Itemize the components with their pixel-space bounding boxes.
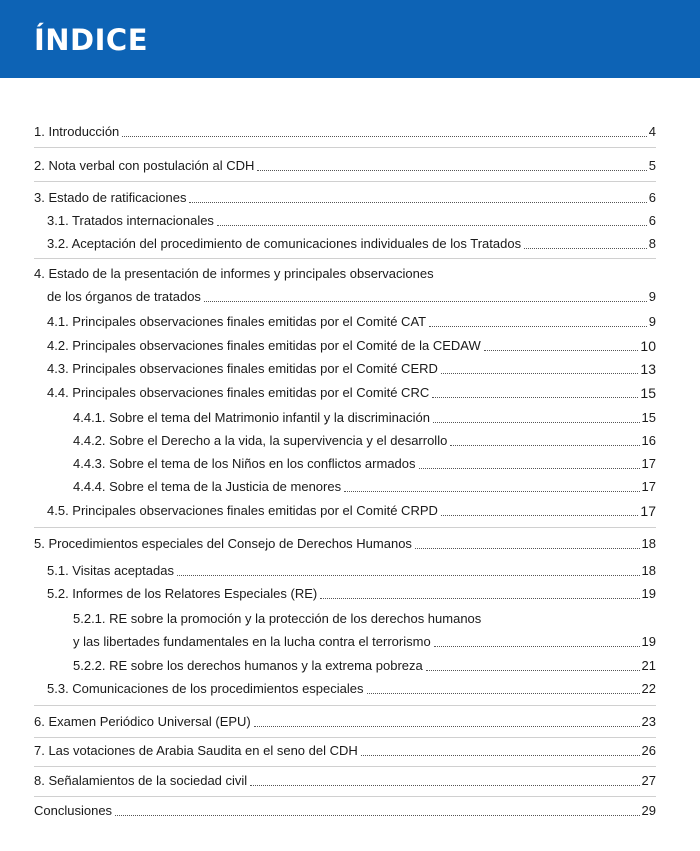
toc-page-number: 9	[648, 314, 656, 329]
toc-entry-title: 4.5. Principales observaciones finales emitidas por el Comité CRPD	[47, 503, 438, 518]
toc-page-number: 15	[641, 410, 656, 425]
divider	[34, 705, 656, 706]
toc-entry-title: 1. Introducción	[34, 124, 120, 139]
toc-page-number: 18	[641, 536, 656, 551]
dot-leader	[429, 326, 647, 327]
toc-page-number: 5	[648, 158, 656, 173]
toc-entry-re-terrorismo-line1: 5.2.1. RE sobre la promoción y la protección de los derechos humanos	[73, 611, 482, 626]
toc-page-number: 21	[641, 658, 656, 673]
toc-entry-re-pobreza[interactable]	[73, 658, 656, 674]
divider	[34, 181, 656, 182]
toc-entry-nota-verbal[interactable]	[34, 158, 656, 174]
toc-entry-title: 7. Las votaciones de Arabia Saudita en el seno del CDH	[34, 743, 358, 758]
toc-entry-title: 4.4.1. Sobre el tema del Matrimonio infantil y la discriminación	[73, 410, 430, 425]
toc-page-number: 6	[648, 213, 656, 228]
toc-page-number: 8	[648, 236, 656, 251]
toc-entry-title: 2. Nota verbal con postulación al CDH	[34, 158, 255, 173]
toc-entry-re-terrorismo[interactable]	[73, 634, 656, 650]
dot-leader	[204, 301, 647, 302]
toc-page-number: 13	[640, 361, 656, 377]
toc-page-number: 9	[648, 289, 656, 304]
toc-entry-conclusiones[interactable]	[34, 803, 656, 819]
dot-leader	[361, 755, 640, 756]
toc-page-number: 26	[641, 743, 656, 758]
dot-leader	[450, 445, 639, 446]
toc-entry-informes[interactable]	[47, 289, 656, 305]
dot-leader	[524, 248, 647, 249]
toc-entry-sociedad-civil[interactable]	[34, 773, 656, 789]
toc-page-number: 19	[641, 586, 656, 601]
toc-entry-aceptacion-procedimiento[interactable]	[47, 236, 656, 252]
toc-page-number: 17	[640, 503, 656, 519]
toc-entry-title: 4.4. Principales observaciones finales emitidas por el Comité CRC	[47, 385, 430, 400]
toc-entry-title: y las libertades fundamentales en la lucha contra el terrorismo	[73, 634, 431, 649]
toc-entry-votaciones[interactable]	[34, 743, 656, 759]
toc-entry-crpd[interactable]	[47, 503, 656, 519]
toc-page-number: 18	[641, 563, 656, 578]
toc-entry-title: 4.4.2. Sobre el Derecho a la vida, la supervivencia y el desarrollo	[73, 433, 448, 448]
dot-leader	[441, 373, 639, 374]
toc-entry-title: 4.2. Principales observaciones finales emitidas por el Comité de la CEDAW	[47, 338, 481, 353]
toc-entry-title: 5.3. Comunicaciones de los procedimientos especiales	[47, 681, 364, 696]
dot-leader	[250, 785, 639, 786]
divider	[34, 796, 656, 797]
toc-entry-comunicaciones[interactable]	[47, 681, 656, 697]
toc-page-number: 22	[641, 681, 656, 696]
toc-entry-title: 4.1. Principales observaciones finales emitidas por el Comité CAT	[47, 314, 427, 329]
toc-page-number: 27	[641, 773, 656, 788]
toc-entry-conflictos-armados[interactable]	[73, 456, 656, 472]
toc-page-number: 4	[648, 124, 656, 139]
toc-page-number: 19	[641, 634, 656, 649]
toc-entry-derecho-vida[interactable]	[73, 433, 656, 449]
toc-entry-title: 3. Estado de ratificaciones	[34, 190, 187, 205]
toc-entry-procedimientos-especiales[interactable]	[34, 536, 656, 552]
toc-entry-introduccion[interactable]	[34, 124, 656, 140]
toc-entry-cerd[interactable]	[47, 361, 656, 377]
dot-leader	[415, 548, 640, 549]
page-title: ÍNDICE	[34, 23, 149, 57]
dot-leader	[115, 815, 639, 816]
toc-page-number: 16	[641, 433, 656, 448]
dot-leader	[426, 670, 640, 671]
dot-leader	[434, 646, 640, 647]
dot-leader	[254, 726, 640, 727]
dot-leader	[320, 598, 639, 599]
dot-leader	[433, 422, 640, 423]
dot-leader	[344, 491, 639, 492]
toc-entry-cat[interactable]	[47, 314, 656, 330]
dot-leader	[484, 350, 639, 351]
divider	[34, 737, 656, 738]
toc-entry-cedaw[interactable]	[47, 338, 656, 354]
dot-leader	[367, 693, 640, 694]
toc-entry-title: 5.2. Informes de los Relatores Especiales (RE)	[47, 586, 318, 601]
dot-leader	[189, 202, 646, 203]
toc-entry-relatores-especiales[interactable]	[47, 586, 656, 602]
dot-leader	[441, 515, 639, 516]
toc-page-number: 23	[641, 714, 656, 729]
toc-entry-title: 5.2.2. RE sobre los derechos humanos y la extrema pobreza	[73, 658, 423, 673]
toc-page-number: 17	[641, 456, 656, 471]
dot-leader	[217, 225, 647, 226]
toc-entry-title: 6. Examen Periódico Universal (EPU)	[34, 714, 251, 729]
toc-entry-title: 8. Señalamientos de la sociedad civil	[34, 773, 248, 788]
divider	[34, 527, 656, 528]
toc-page-number: 10	[640, 338, 656, 354]
toc-entry-title: 4.4.3. Sobre el tema de los Niños en los conflictos armados	[73, 456, 416, 471]
divider	[34, 147, 656, 148]
toc-entry-title: 5.1. Visitas aceptadas	[47, 563, 174, 578]
toc-page-number: 17	[641, 479, 656, 494]
toc-entry-title: Conclusiones	[34, 803, 113, 818]
dot-leader	[177, 575, 640, 576]
toc-entry-ratificaciones[interactable]	[34, 190, 656, 206]
toc-entry-title: 4.4.4. Sobre el tema de la Justicia de menores	[73, 479, 342, 494]
toc-entry-matrimonio-infantil[interactable]	[73, 410, 656, 426]
toc-entry-crc[interactable]	[47, 385, 656, 401]
divider	[34, 766, 656, 767]
dot-leader	[432, 397, 638, 398]
toc-entry-title: 5. Procedimientos especiales del Consejo de Derechos Humanos	[34, 536, 412, 551]
dot-leader	[257, 170, 646, 171]
dot-leader	[419, 468, 640, 469]
toc-entry-title: 3.2. Aceptación del procedimiento de comunicaciones individuales de los Tratados	[47, 236, 522, 251]
toc-page-number: 6	[648, 190, 656, 205]
toc-entry-tratados-internacionales[interactable]	[47, 213, 656, 229]
toc-entry-informes-line1: 4. Estado de la presentación de informes y principales observaciones	[34, 266, 434, 281]
divider	[34, 258, 656, 259]
toc-entry-title: de los órganos de tratados	[47, 289, 201, 304]
toc-page-number: 29	[641, 803, 656, 818]
toc-entry-visitas-aceptadas[interactable]	[47, 563, 656, 579]
dot-leader	[122, 136, 646, 137]
toc-page-number: 15	[640, 385, 656, 401]
toc-entry-justicia-menores[interactable]	[73, 479, 656, 495]
toc-entry-epu[interactable]	[34, 714, 656, 730]
toc-entry-title: 4.3. Principales observaciones finales emitidas por el Comité CERD	[47, 361, 438, 376]
toc-entry-title: 3.1. Tratados internacionales	[47, 213, 214, 228]
